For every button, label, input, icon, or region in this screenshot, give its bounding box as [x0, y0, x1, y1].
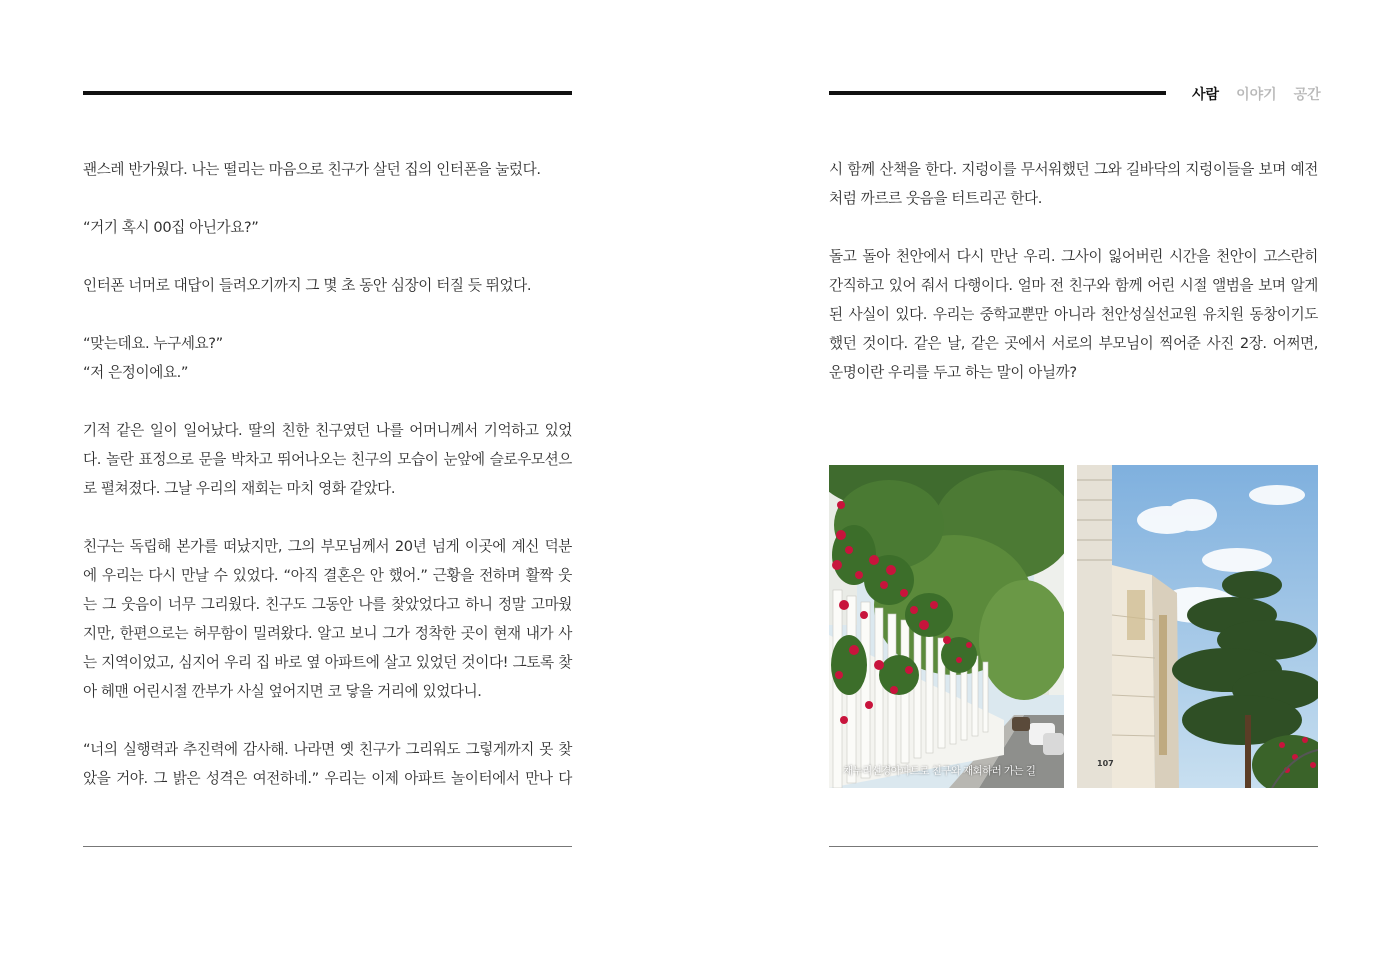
paragraph: [83, 329, 572, 387]
text-line: 간직하고 있어 줘서 다행이다. 얼마 전 친구와 함께 어린 시절 앨범을 보며 알게: [829, 277, 1318, 294]
text-line: 에 우리는 다시 만날 수 있었다. “아직 결혼은 안 했어.” 근황을 전하며 활짝 웃: [83, 567, 572, 584]
text-line: 운명이란 우리를 두고 하는 말이 아닐까?: [829, 364, 1077, 381]
text-line: 돌고 돌아 천안에서 다시 만난 우리. 그사이 잃어버린 시간을 천안이 고스란히: [829, 248, 1318, 265]
right-body-text: [829, 155, 1318, 416]
paragraph: [83, 416, 572, 503]
top-rule-right: [829, 91, 1166, 95]
photo-caption: 채누리선경아파트로 친구와 재회하러 가는 길: [843, 765, 1036, 777]
text-line: 시 함께 산책을 한다. 지렁이를 무서워했던 그와 길바닥의 지렁이들을 보며 예전: [829, 161, 1318, 178]
text-line: 처럼 까르르 웃음을 터트리곤 한다.: [829, 190, 1042, 207]
text-line: 친구는 독립해 본가를 떠났지만, 그의 부모님께서 20년 넘게 이곳에 계신 덕분: [83, 538, 572, 555]
apartment-illustration: [1077, 465, 1318, 788]
text-line: “거기 혹시 00집 아닌가요?”: [83, 219, 259, 236]
text-line: “저 은정이에요.”: [83, 364, 188, 381]
nav-item-people[interactable]: 사람: [1192, 87, 1220, 103]
bottom-rule-left: [83, 846, 572, 847]
text-line: 는 지역이었고, 심지어 우리 집 바로 옆 아파트에 살고 있었던 것이다! 그토록 찾: [83, 654, 572, 671]
text-line: “맞는데요. 누구세요?”: [83, 335, 223, 352]
paragraph: [83, 213, 572, 242]
text-line: 았을 거야. 그 밝은 성격은 여전하네.” 우리는 이제 아파트 놀이터에서 만나 다: [83, 770, 572, 787]
paragraph: [829, 155, 1318, 213]
rose-fence-illustration: [829, 465, 1064, 788]
text-line: 는 그 웃음이 너무 그리웠다. 친구도 그동안 나를 찾았었다고 하니 정말 고마웠: [83, 596, 572, 613]
building-number: 107: [1097, 759, 1114, 768]
photo-apartment: [1077, 465, 1318, 788]
nav-item-space[interactable]: 공간: [1293, 87, 1321, 103]
paragraph: [83, 532, 572, 706]
text-line: 다. 놀란 표정으로 문을 박차고 뛰어나오는 친구의 모습이 눈앞에 슬로우모션으: [83, 451, 572, 468]
text-line: 인터폰 너머로 대답이 들려오기까지 그 몇 초 동안 심장이 터질 듯 뛰었다.: [83, 277, 532, 294]
text-line: 기적 같은 일이 일어났다. 딸의 친한 친구였던 나를 어머니께서 기억하고 있었: [83, 422, 572, 439]
text-line: 된 사실이 있다. 우리는 중학교뿐만 아니라 천안성실선교원 유치원 동창이기도: [829, 306, 1318, 323]
section-nav: [1192, 84, 1321, 104]
text-line: “너의 실행력과 추진력에 감사해. 나라면 옛 친구가 그리워도 그렇게까지 못 찾: [83, 741, 572, 758]
bottom-rule-right: [829, 846, 1318, 847]
paragraph: [83, 735, 572, 793]
left-body-text: [83, 155, 572, 822]
photo-rose-fence: [829, 465, 1064, 788]
text-line: 지만, 한편으로는 허무함이 밀려왔다. 알고 보니 그가 정착한 곳이 현재 내가 사: [83, 625, 572, 642]
text-line: 괜스레 반가웠다. 나는 떨리는 마음으로 친구가 살던 집의 인터폰을 눌렀다.: [83, 161, 541, 178]
paragraph: [829, 242, 1318, 387]
top-rule-left: [83, 91, 572, 95]
text-line: 아 헤맨 어린시절 깐부가 사실 엎어지면 코 닿을 거리에 있었다니.: [83, 683, 482, 700]
paragraph: [83, 155, 572, 184]
text-line: 로 펼쳐졌다. 그날 우리의 재회는 마치 영화 같았다.: [83, 480, 396, 497]
text-line: 했던 것이다. 같은 날, 같은 곳에서 서로의 부모님이 찍어준 사진 2장. 어쩌면,: [829, 335, 1318, 352]
paragraph: [83, 271, 572, 300]
right-page: [700, 0, 1400, 961]
nav-item-story[interactable]: 이야기: [1236, 87, 1277, 103]
